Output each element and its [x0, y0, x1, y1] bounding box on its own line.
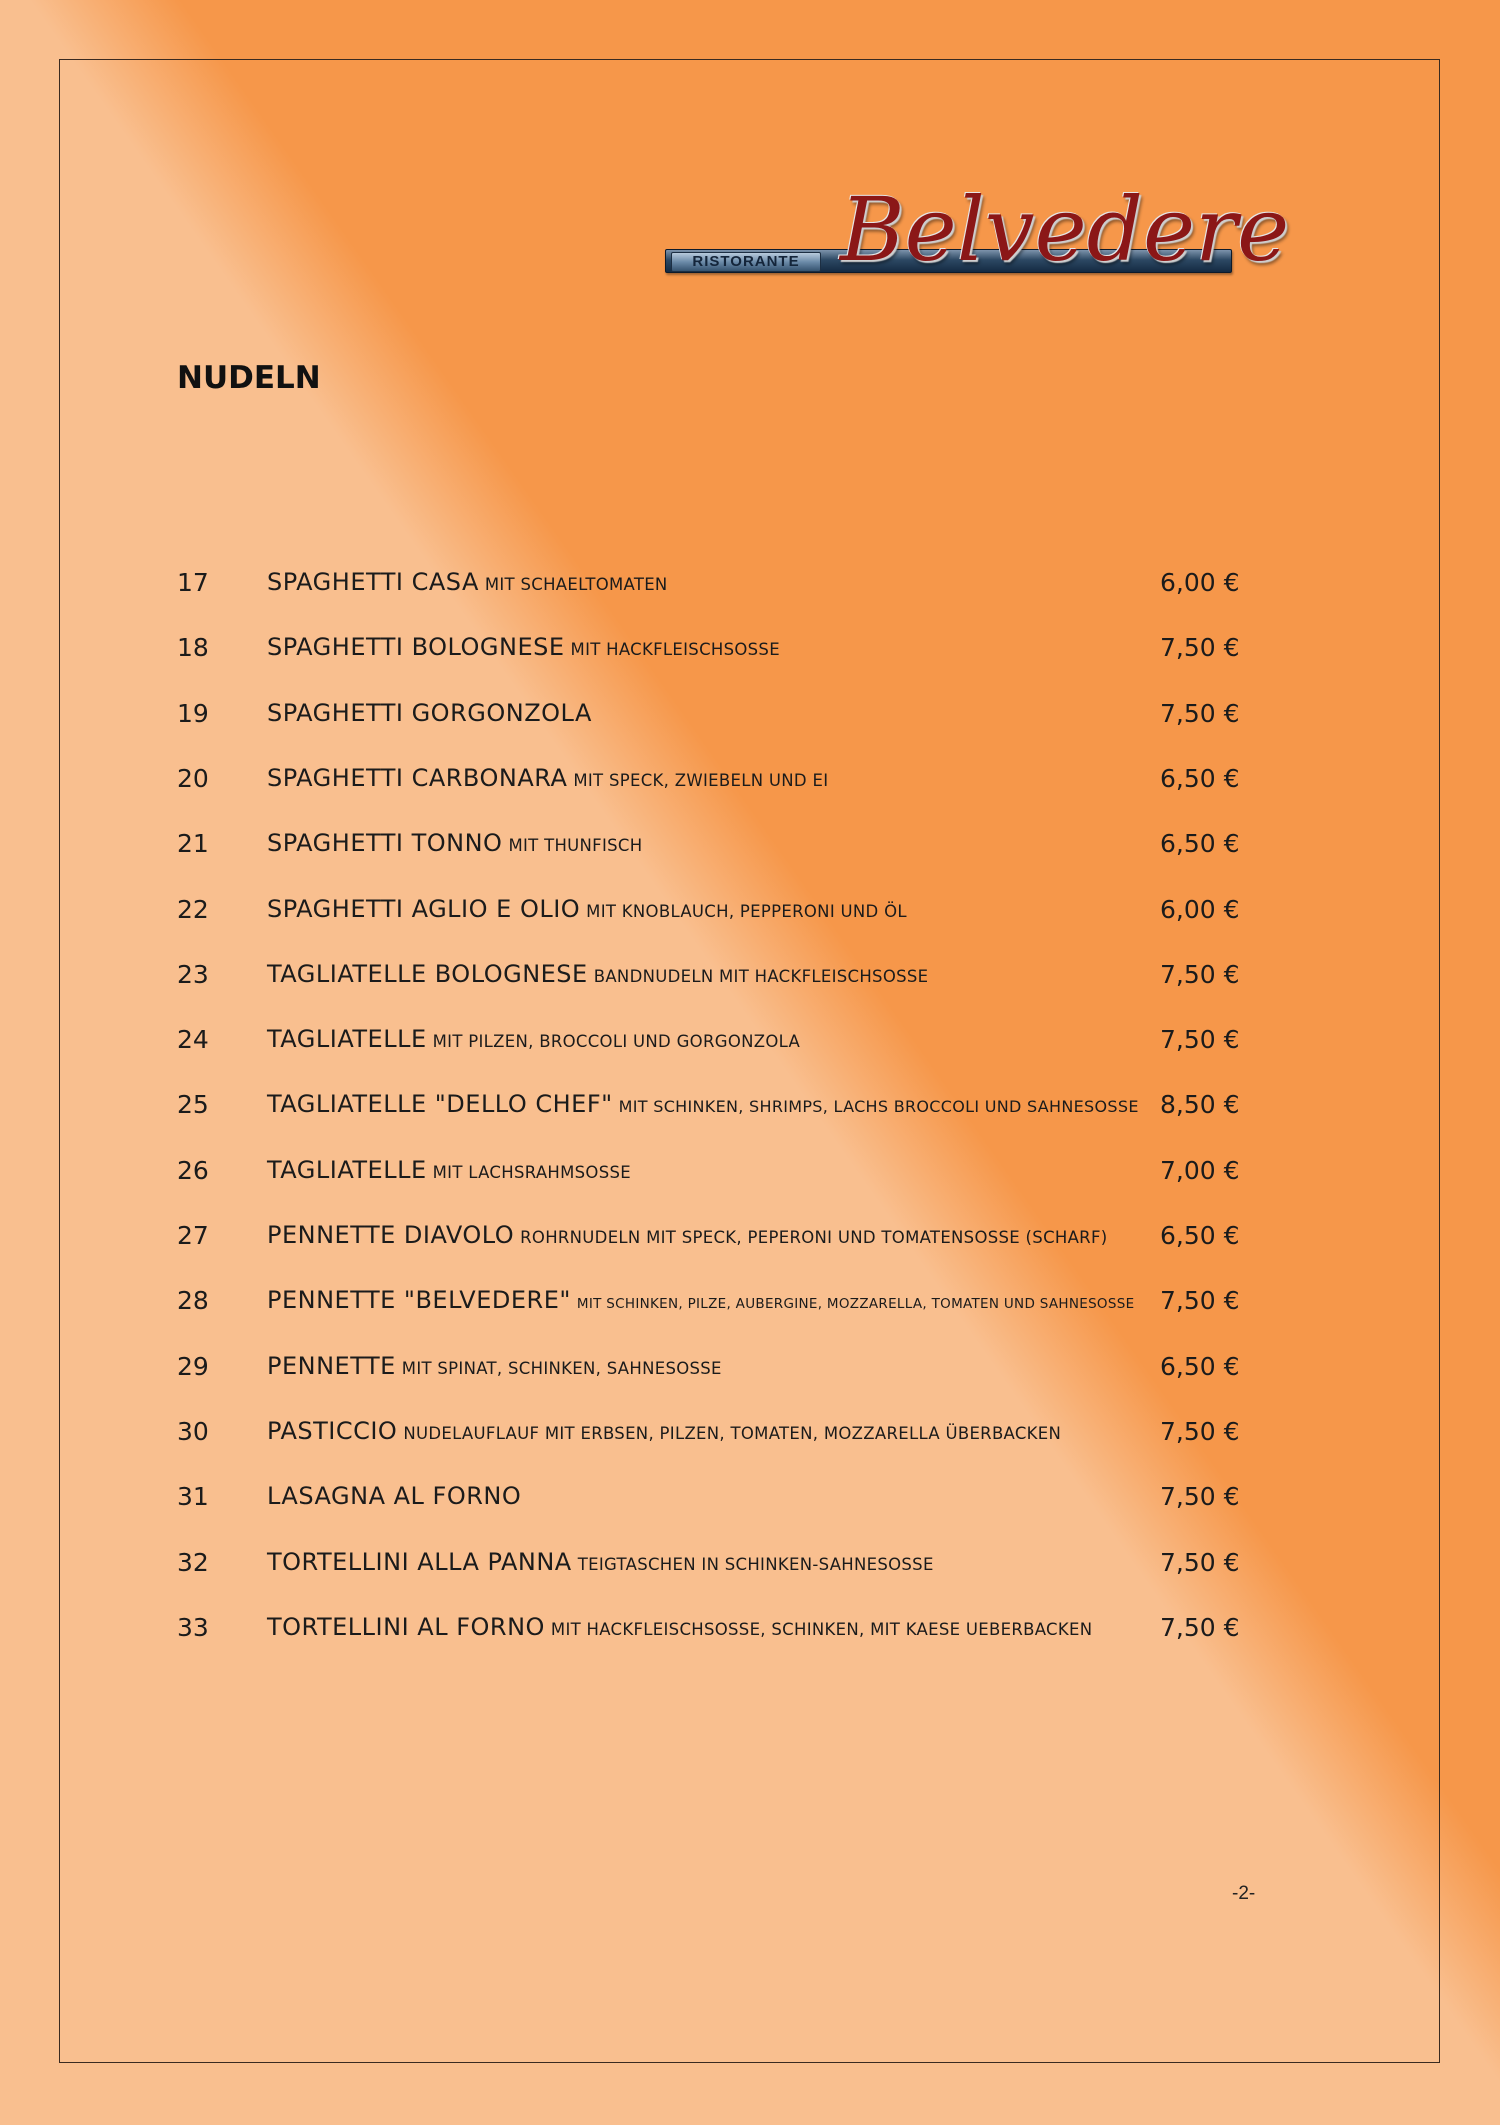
- menu-item-text: [267, 1090, 1139, 1118]
- menu-item-text: [267, 633, 780, 661]
- menu-item-price: 8,50 €: [1160, 1090, 1240, 1120]
- menu-item-text: [267, 1482, 527, 1510]
- menu-item: [0, 691, 1500, 741]
- menu-item-number: 24: [177, 1025, 209, 1055]
- menu-item-price: 6,50 €: [1160, 829, 1240, 859]
- menu-item-name: LASAGNA AL FORNO: [267, 1482, 522, 1511]
- menu-item-price: 7,50 €: [1160, 1482, 1240, 1512]
- logo-name: Belvedere: [840, 178, 1290, 281]
- menu-item-name: SPAGHETTI CARBONARA: [267, 763, 568, 792]
- menu-item-description: NUDELAUFLAUF MIT ERBSEN, PILZEN, TOMATEN, MOZZARELLA ÜBERBACKEN: [403, 1423, 1062, 1443]
- menu-item-price: 7,50 €: [1160, 1286, 1240, 1316]
- menu-item-name: SPAGHETTI BOLOGNESE: [267, 633, 565, 662]
- menu-item-price: 7,50 €: [1160, 633, 1240, 663]
- menu-item: [0, 952, 1500, 1002]
- menu-item-name: TAGLIATELLE BOLOGNESE: [267, 959, 588, 988]
- menu-item-name: PENNETTE "BELVEDERE": [267, 1286, 571, 1315]
- menu-item-description: MIT KNOBLAUCH, PEPPERONI UND ÖL: [586, 901, 907, 921]
- menu-item-price: 7,50 €: [1160, 1025, 1240, 1055]
- menu-item-price: 7,50 €: [1160, 1612, 1240, 1642]
- menu-item-name: SPAGHETTI CASA: [267, 568, 479, 596]
- menu-item-name: TAGLIATELLE "DELLO CHEF": [267, 1090, 613, 1119]
- menu-item: [0, 1474, 1500, 1524]
- menu-item-text: [267, 1352, 722, 1380]
- menu-item-text: [267, 1025, 800, 1053]
- menu-item-price: 6,50 €: [1160, 763, 1240, 793]
- menu-item-description: TEIGTASCHEN IN SCHINKEN-SAHNESOSSE: [577, 1554, 934, 1574]
- menu-item-price: 7,50 €: [1160, 959, 1240, 989]
- menu-item: [0, 756, 1500, 806]
- menu-item-number: 33: [177, 1612, 209, 1642]
- menu-item: [0, 1213, 1500, 1263]
- menu-item-text: [267, 895, 907, 923]
- menu-item-text: [267, 1286, 1134, 1314]
- menu-item-description: ROHRNUDELN MIT SPECK, PEPERONI UND TOMATENSOSSE (SCHARF): [520, 1228, 1108, 1247]
- menu-item-number: 32: [177, 1547, 209, 1577]
- menu-item-number: 30: [177, 1416, 209, 1446]
- menu-item-description: MIT HACKFLEISCHSOSSE: [570, 640, 780, 660]
- menu-item-price: 6,50 €: [1160, 1351, 1240, 1381]
- menu-item-name: SPAGHETTI AGLIO E OLIO: [267, 894, 581, 923]
- logo-ristorante-plate: RISTORANTE: [671, 252, 821, 272]
- menu-item: [0, 1409, 1500, 1459]
- menu-item-name: PASTICCIO: [267, 1416, 398, 1445]
- menu-item: [0, 1540, 1500, 1590]
- menu-item: [0, 1148, 1500, 1198]
- menu-item-name: TORTELLINI ALLA PANNA: [267, 1547, 572, 1576]
- menu-item-number: 23: [177, 959, 209, 989]
- menu-item: [0, 1017, 1500, 1067]
- menu-item-description: BANDNUDELN MIT HACKFLEISCHSOSSE: [593, 966, 929, 986]
- menu-item-price: 7,00 €: [1160, 1155, 1240, 1185]
- restaurant-logo: [665, 178, 1290, 292]
- menu-item-name: SPAGHETTI TONNO: [267, 829, 503, 858]
- menu-item-name: SPAGHETTI GORGONZOLA: [267, 698, 592, 727]
- menu-item: [0, 821, 1500, 871]
- menu-item: [0, 887, 1500, 937]
- menu-item-price: 7,50 €: [1160, 1416, 1240, 1446]
- menu-item-description: MIT SPINAT, SCHINKEN, SAHNESOSSE: [401, 1358, 722, 1378]
- menu-item-name: PENNETTE DIAVOLO: [267, 1221, 515, 1249]
- menu-item-price: 6,00 €: [1160, 568, 1240, 597]
- menu-item-text: [267, 699, 598, 727]
- menu-item-text: [267, 960, 928, 988]
- menu-item-name: PENNETTE: [267, 1351, 396, 1380]
- menu-item-text: [267, 1221, 1107, 1249]
- menu-item-number: 29: [177, 1351, 209, 1381]
- menu-item-description: MIT SCHINKEN, PILZE, AUBERGINE, MOZZARELLA, TOMATEN UND SAHNESOSSE: [576, 1296, 1135, 1313]
- menu-item-text: [267, 829, 642, 857]
- menu-item-name: TAGLIATELLE: [267, 1025, 427, 1054]
- menu-item-number: 22: [177, 894, 209, 924]
- menu-item-number: 21: [177, 829, 209, 859]
- menu-item-description: MIT THUNFISCH: [508, 836, 643, 856]
- menu-item-number: 20: [177, 763, 209, 793]
- menu-item-name: TAGLIATELLE: [267, 1155, 427, 1184]
- menu-item-description: MIT LACHSRAHMSOSSE: [432, 1162, 631, 1182]
- menu-item-text: [267, 1548, 934, 1576]
- menu-item-price: 6,50 €: [1160, 1221, 1240, 1250]
- menu-item-number: 26: [177, 1155, 209, 1185]
- menu-item-text: [267, 764, 828, 792]
- menu-item-price: 6,00 €: [1160, 894, 1240, 924]
- menu-item-number: 19: [177, 698, 209, 728]
- menu-item: [0, 1605, 1500, 1655]
- menu-item: [0, 1344, 1500, 1394]
- menu-item-text: [267, 1613, 1092, 1641]
- menu-item-number: 17: [177, 568, 209, 597]
- menu-item-description: MIT SCHAELTOMATEN: [484, 575, 668, 594]
- section-title: NUDELN: [177, 360, 321, 396]
- menu-item-text: [267, 1417, 1061, 1445]
- menu-item: [0, 560, 1500, 610]
- menu-item-number: 31: [177, 1482, 209, 1512]
- menu-item-name: TORTELLINI AL FORNO: [267, 1612, 545, 1641]
- menu-item-description: MIT SCHINKEN, SHRIMPS, LACHS BROCCOLI UND SAHNESOSSE: [618, 1097, 1139, 1117]
- menu-item-price: 7,50 €: [1160, 1547, 1240, 1577]
- menu-item-number: 28: [177, 1286, 209, 1316]
- page-number: -2-: [1232, 1883, 1256, 1904]
- menu-item-text: [267, 1156, 631, 1184]
- menu-item-description: MIT PILZEN, BROCCOLI UND GORGONZOLA: [432, 1032, 801, 1052]
- menu-item: [0, 625, 1500, 675]
- menu-item-number: 27: [177, 1221, 209, 1250]
- menu-item-description: MIT SPECK, ZWIEBELN UND EI: [573, 770, 829, 790]
- menu-item: [0, 1278, 1500, 1328]
- menu-item: [0, 1082, 1500, 1132]
- menu-item-number: 18: [177, 633, 209, 663]
- menu-item-description: MIT HACKFLEISCHSOSSE, SCHINKEN, MIT KAESE UEBERBACKEN: [550, 1619, 1093, 1639]
- menu-item-price: 7,50 €: [1160, 698, 1240, 728]
- menu-item-text: [267, 568, 668, 596]
- menu-item-number: 25: [177, 1090, 209, 1120]
